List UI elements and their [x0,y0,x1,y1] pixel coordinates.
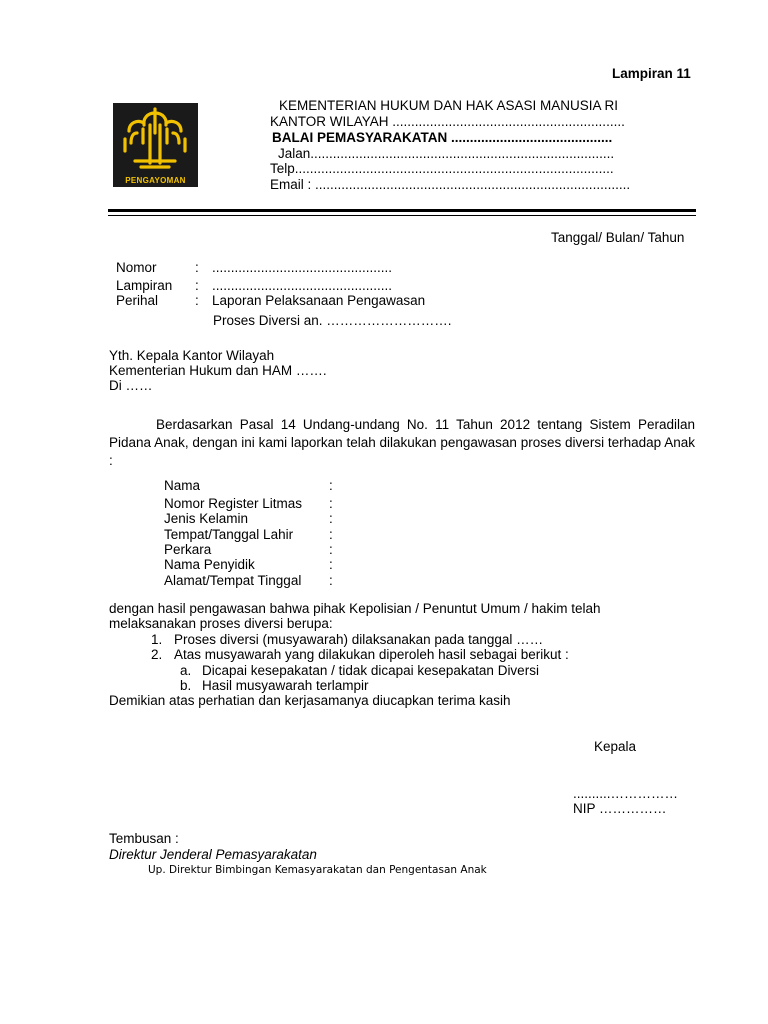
result-item-2a: Dicapai kesepakatan / tidak dicapai kesepakatan Diversi [202,663,539,678]
field-colon: : [329,527,333,542]
signature-nip: NIP …………… [573,801,667,816]
recipient-line1: Yth. Kepala Kantor Wilayah [109,348,275,363]
letterhead-office: BALAI PEMASYARAKATAN ........................................... [272,130,613,145]
result-item-1: Proses diversi (musyawarah) dilaksanakan pada tanggal …… [174,632,544,647]
subject-colon: : [195,293,199,308]
letterhead-phone: Telp..................................................................................... [270,161,614,176]
result-intro-line1: dengan hasil pengawasan bahwa pihak Kepolisian / Penuntut Umum / hakim telah [109,601,601,616]
number-colon: : [195,260,199,275]
attachment-label: Lampiran 11 [612,66,691,81]
field-colon: : [329,573,333,588]
field-label-gender: Jenis Kelamin [164,511,249,526]
field-label-name: Nama [164,478,201,493]
result-item-2b: Hasil musyawarah terlampir [202,678,369,693]
result-number-1: 1. [151,632,163,647]
attachment-count-colon: : [195,278,199,293]
cc-line1: Direktur Jenderal Pemasyarakatan [109,847,317,862]
result-intro-line2: melaksanakan proses diversi berupa: [109,616,333,631]
field-label-address: Alamat/Tempat Tinggal [164,573,302,588]
subject-value-line2: Proses Diversi an. ………………………. [213,313,452,328]
subject-label: Perihal [116,293,159,308]
cc-label: Tembusan : [109,831,179,846]
attachment-count-label: Lampiran [116,278,173,293]
subject-value: Laporan Pelaksanaan Pengawasan [212,293,426,308]
field-colon: : [329,478,333,493]
header-rule-thin [108,215,696,216]
letterhead-street: Jalan................................................................................. [278,146,615,161]
recipient-line3: Di …… [109,378,153,393]
result-letter-b: b. [180,678,192,693]
letterhead-regional-office: KANTOR WILAYAH .............................................................. [270,114,625,129]
date-line: Tanggal/ Bulan/ Tahun [551,230,685,245]
field-label-register: Nomor Register Litmas [164,496,303,511]
cc-line2: Up. Direktur Bimbingan Kemasyarakatan dan Pengentasan Anak [148,864,487,876]
letterhead-ministry: KEMENTERIAN HUKUM DAN HAK ASASI MANUSIA RI [279,98,619,113]
number-value: ................................................ [212,260,393,275]
logo-caption: PENGAYOMAN [125,176,186,185]
intro-paragraph: Berdasarkan Pasal 14 Undang-undang No. 11 Tahun 2012 tentang Sistem Peradilan Pidana Anak, dengan ini kami laporkan telah dilakukan pengawasan proses diversi terhadap Anak : [109,417,695,468]
signature-name: ..........…………… [573,786,679,801]
field-label-case: Perkara [164,542,212,557]
field-colon: : [329,496,333,511]
result-number-2: 2. [151,647,163,662]
result-item-2: Atas musyawarah yang dilakukan diperoleh hasil sebagai berikut : [174,647,569,662]
field-colon: : [329,511,333,526]
number-label: Nomor [116,260,157,275]
result-letter-a: a. [180,663,192,678]
attachment-count-value: ................................................ [212,278,393,293]
closing-line: Demikian atas perhatian dan kerjasamanya diucapkan terima kasih [109,693,511,708]
field-colon: : [329,557,333,572]
header-rule-thick [108,209,696,212]
field-label-investigator: Nama Penyidik [164,557,255,572]
field-colon: : [329,542,333,557]
signature-title: Kepala [594,739,637,754]
ministry-logo [113,103,198,187]
letterhead-email: Email : .................................................................................... [270,177,631,192]
pengayoman-banyan-tree-icon [113,103,198,175]
recipient-line2: Kementerian Hukum dan HAM ……. [109,363,327,378]
field-label-birth: Tempat/Tanggal Lahir [164,527,294,542]
